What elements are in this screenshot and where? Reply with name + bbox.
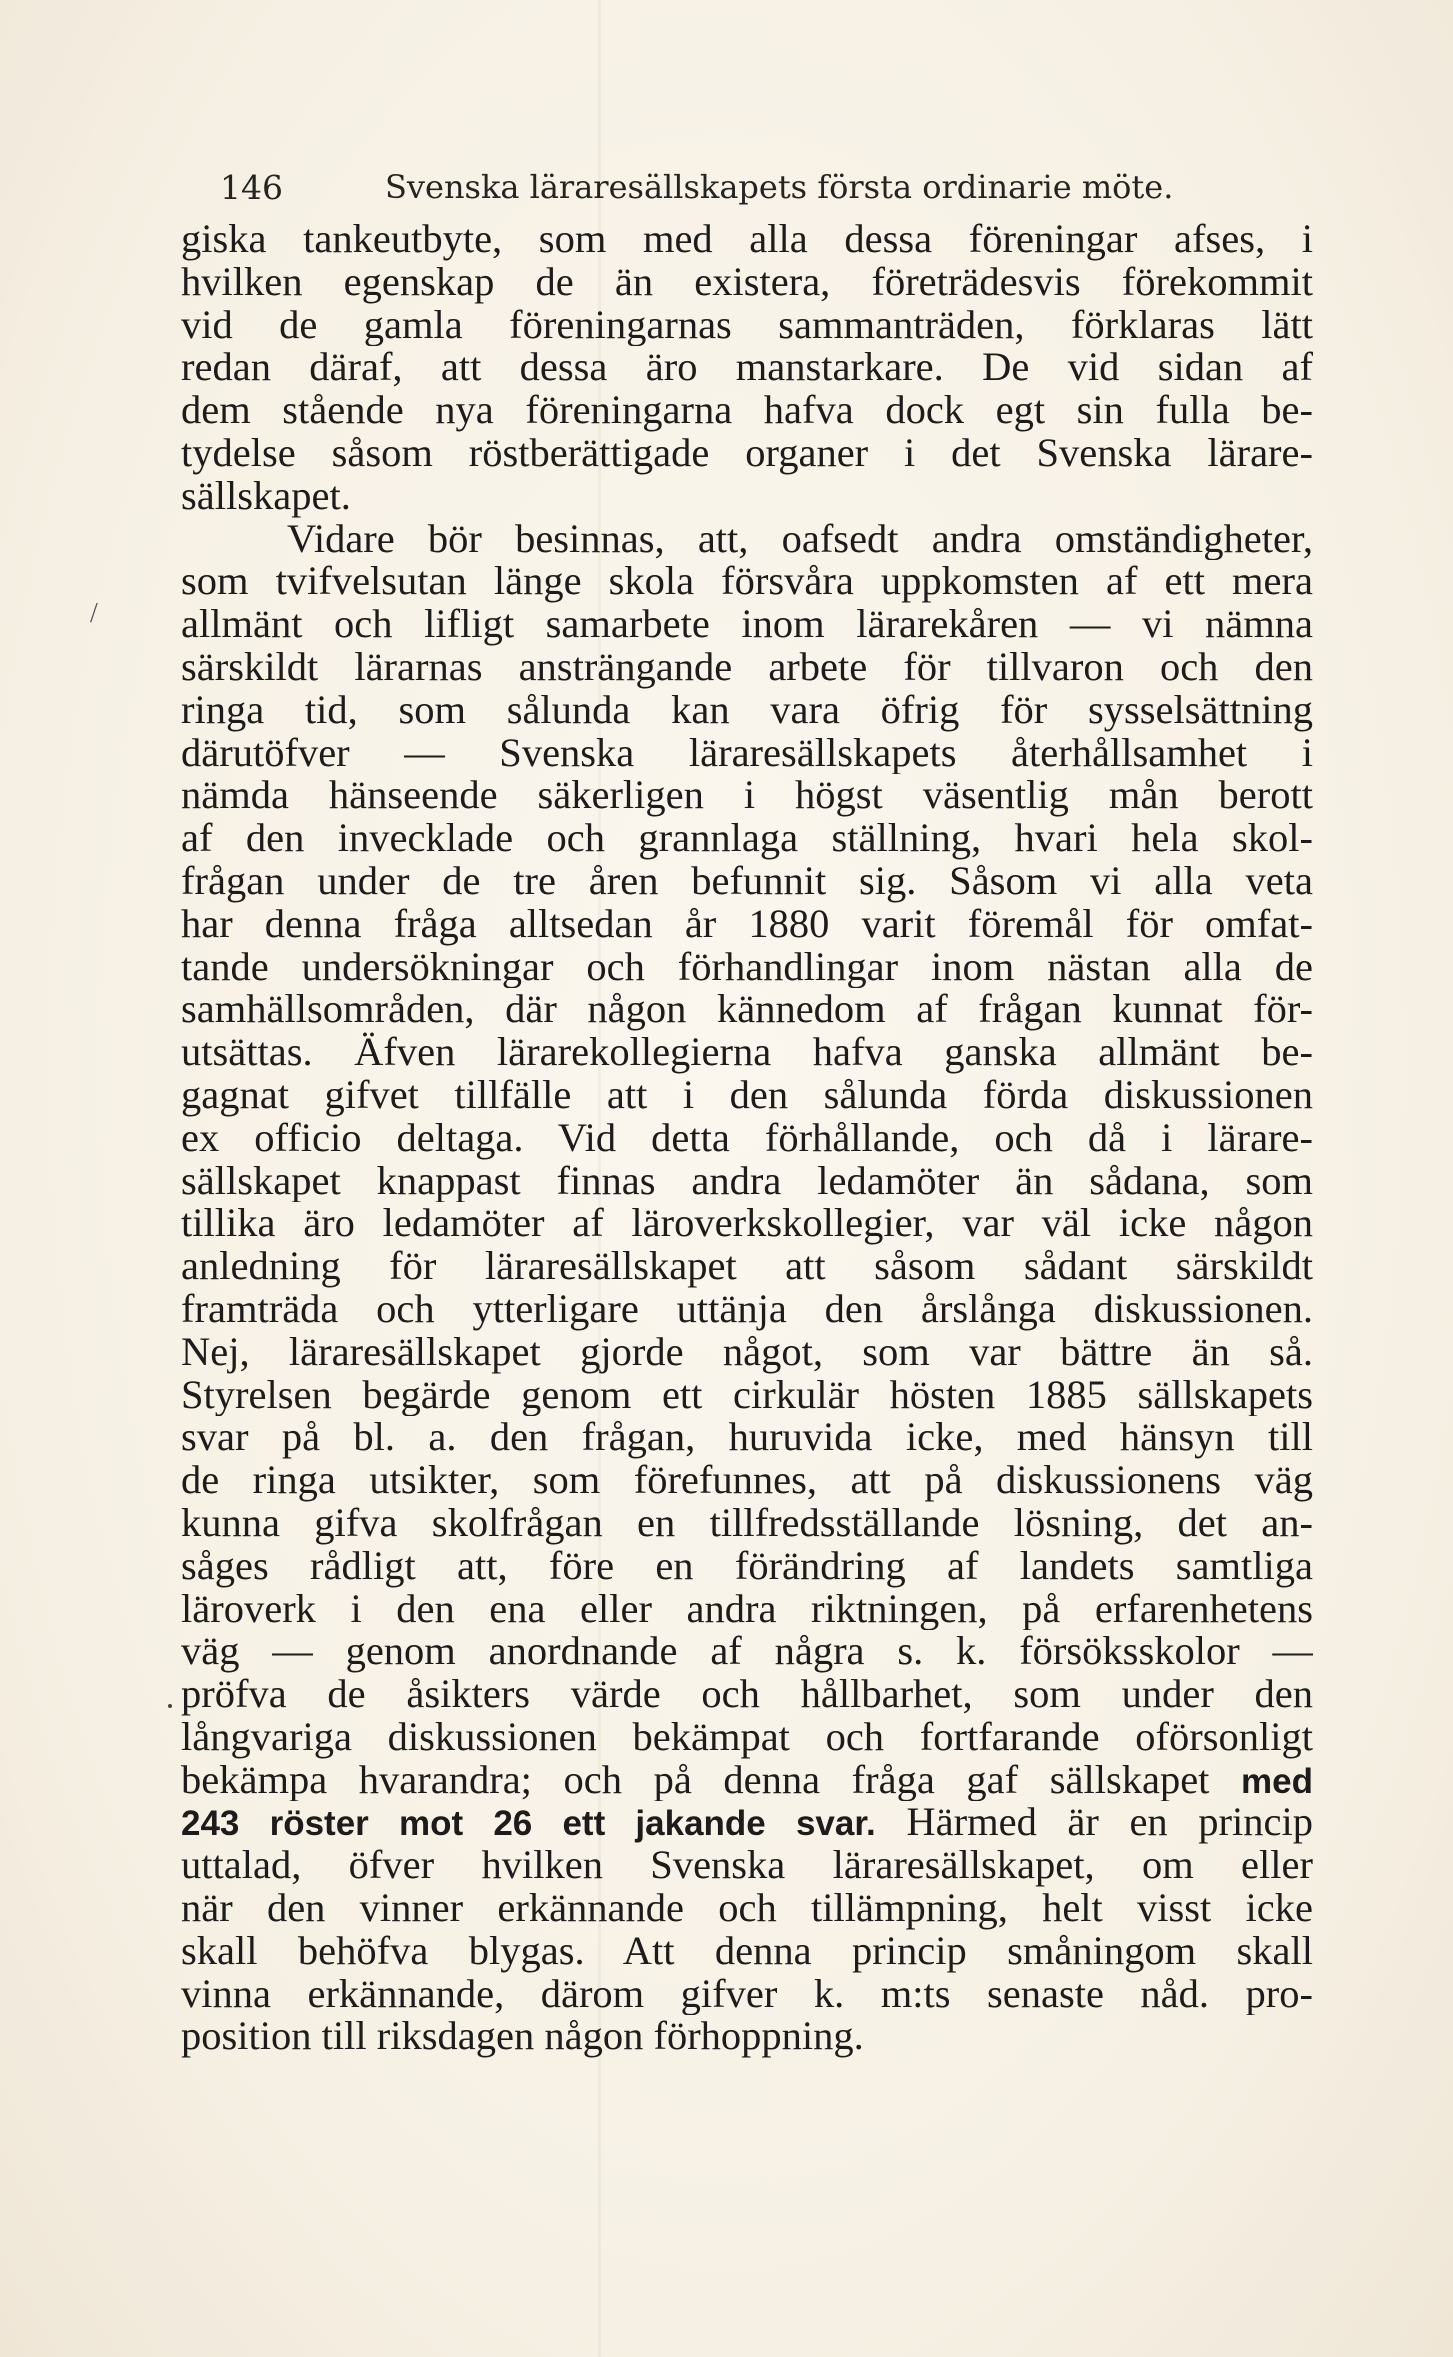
text-line: pröfva de åsikters värde och hållbarhet, som under den bbox=[181, 1673, 1313, 1716]
text-line: väg — genom anordnande af några s. k. försöksskolor — bbox=[181, 1630, 1313, 1674]
text-line: giska tankeutbyte, som med alla dessa föreningar afses, i bbox=[181, 218, 1313, 261]
text-line: tillika äro ledamöter af läroverkskollegier, var väl icke någon bbox=[181, 1202, 1313, 1246]
text-line: Nej, läraresällskapet gjorde något, som var bättre än så. bbox=[181, 1330, 1313, 1374]
text-line: allmänt och lifligt samarbete inom lärarekåren — vi nämna bbox=[181, 603, 1313, 646]
margin-pencil-mark: / bbox=[90, 598, 98, 629]
text-line: redan däraf, att dessa äro manstarkare. De vid sidan af bbox=[181, 346, 1313, 390]
text-line-part: bekämpa hvarandra; och på denna fråga gaf sällskapet bbox=[181, 1758, 1210, 1802]
text-line: framträda och ytterligare uttänja den årslånga diskussionen. bbox=[181, 1287, 1313, 1331]
text-line: långvariga diskussionen bekämpat och fortfarande oförsonligt bbox=[181, 1715, 1313, 1759]
text-line: af den invecklade och grannlaga ställning, hvari hela skol- bbox=[181, 817, 1313, 860]
text-line: utsättas. Äfven lärarekollegierna hafva ganska allmänt be- bbox=[181, 1031, 1313, 1074]
text-line: Styrelsen begärde genom ett cirkulär hösten 1885 sällskapets bbox=[181, 1373, 1313, 1417]
text-line: ringa tid, som sålunda kan vara öfrig för sysselsättning bbox=[181, 688, 1313, 732]
text-line: anledning för läraresällskapet att såsom sådant särskildt bbox=[181, 1245, 1313, 1288]
text-line: har denna fråga alltsedan år 1880 varit föremål för omfat- bbox=[181, 902, 1313, 946]
running-title: Svenska läraresällskapets första ordinarie möte. bbox=[385, 168, 1174, 206]
text-line: ex officio deltaga. Vid detta förhållande, och då i lärare- bbox=[181, 1116, 1313, 1160]
bold-phrase: med bbox=[1241, 1761, 1313, 1801]
text-line: särskildt lärarnas ansträngande arbete för tillvaron och den bbox=[181, 645, 1313, 689]
text-line: de ringa utsikter, som förefunnes, att på diskussionens väg bbox=[181, 1459, 1313, 1502]
margin-dot-mark bbox=[168, 1704, 172, 1708]
text-line-with-bold bbox=[181, 1759, 1313, 1802]
text-line: samhällsområden, där någon kännedom af frågan kunnat för- bbox=[181, 988, 1313, 1032]
text-line: uttalad, öfver hvilken Svenska läraresällskapet, om eller bbox=[181, 1844, 1313, 1888]
text-line: skall behöfva blygas. Att denna princip småningom skall bbox=[181, 1929, 1313, 1973]
text-line: frågan under de tre åren befunnit sig. Såsom vi alla veta bbox=[181, 859, 1313, 903]
paragraph-end-line: position till riksdagen någon förhoppning. bbox=[181, 2015, 864, 2059]
text-line: vinna erkännande, därom gifver k. m:ts senaste nåd. pro- bbox=[181, 1972, 1313, 2016]
text-line: tydelse såsom röstberättigade organer i det Svenska lärare- bbox=[181, 431, 1313, 475]
text-line: tande undersökningar och förhandlingar inom nästan alla de bbox=[181, 945, 1313, 989]
text-line: svar på bl. a. den frågan, huruvida icke, med hänsyn till bbox=[181, 1416, 1313, 1460]
bold-phrase: 243 röster mot 26 ett jakande svar. bbox=[181, 1804, 876, 1844]
text-line-part: Härmed är en princip bbox=[906, 1801, 1313, 1845]
paragraph-end-line: sällskapet. bbox=[181, 474, 351, 518]
text-line: när den vinner erkännande och tillämpning, helt visst icke bbox=[181, 1887, 1313, 1930]
text-line: såges rådligt att, före en förändring af landets samtliga bbox=[181, 1544, 1313, 1588]
text-line: nämda hänseende säkerligen i högst väsentlig mån berott bbox=[181, 774, 1313, 818]
text-line: som tvifvelsutan länge skola försvåra uppkomsten af ett mera bbox=[181, 560, 1313, 604]
text-line-with-bold bbox=[181, 1801, 1313, 1844]
text-line: därutöfver — Svenska läraresällskapets återhållsamhet i bbox=[181, 731, 1313, 775]
body-text bbox=[181, 218, 1313, 2058]
text-line: läroverk i den ena eller andra riktningen, på erfarenhetens bbox=[181, 1587, 1313, 1631]
text-line: hvilken egenskap de än existera, företrädesvis förekommit bbox=[181, 260, 1313, 304]
text-line: sällskapet knappast finnas andra ledamöter än sådana, som bbox=[181, 1159, 1313, 1203]
text-line: gagnat gifvet tillfälle att i den sålunda förda diskussionen bbox=[181, 1073, 1313, 1117]
paragraph-start-line: Vidare bör besinnas, att, oafsedt andra omständigheter, bbox=[287, 517, 1313, 561]
text-line: kunna gifva skolfrågan en tillfredsställande lösning, det an- bbox=[181, 1501, 1313, 1545]
page-number: 146 bbox=[220, 168, 283, 207]
text-line: dem stående nya föreningarna hafva dock egt sin fulla be- bbox=[181, 389, 1313, 432]
text-line: vid de gamla föreningarnas sammanträden, förklaras lätt bbox=[181, 303, 1313, 347]
